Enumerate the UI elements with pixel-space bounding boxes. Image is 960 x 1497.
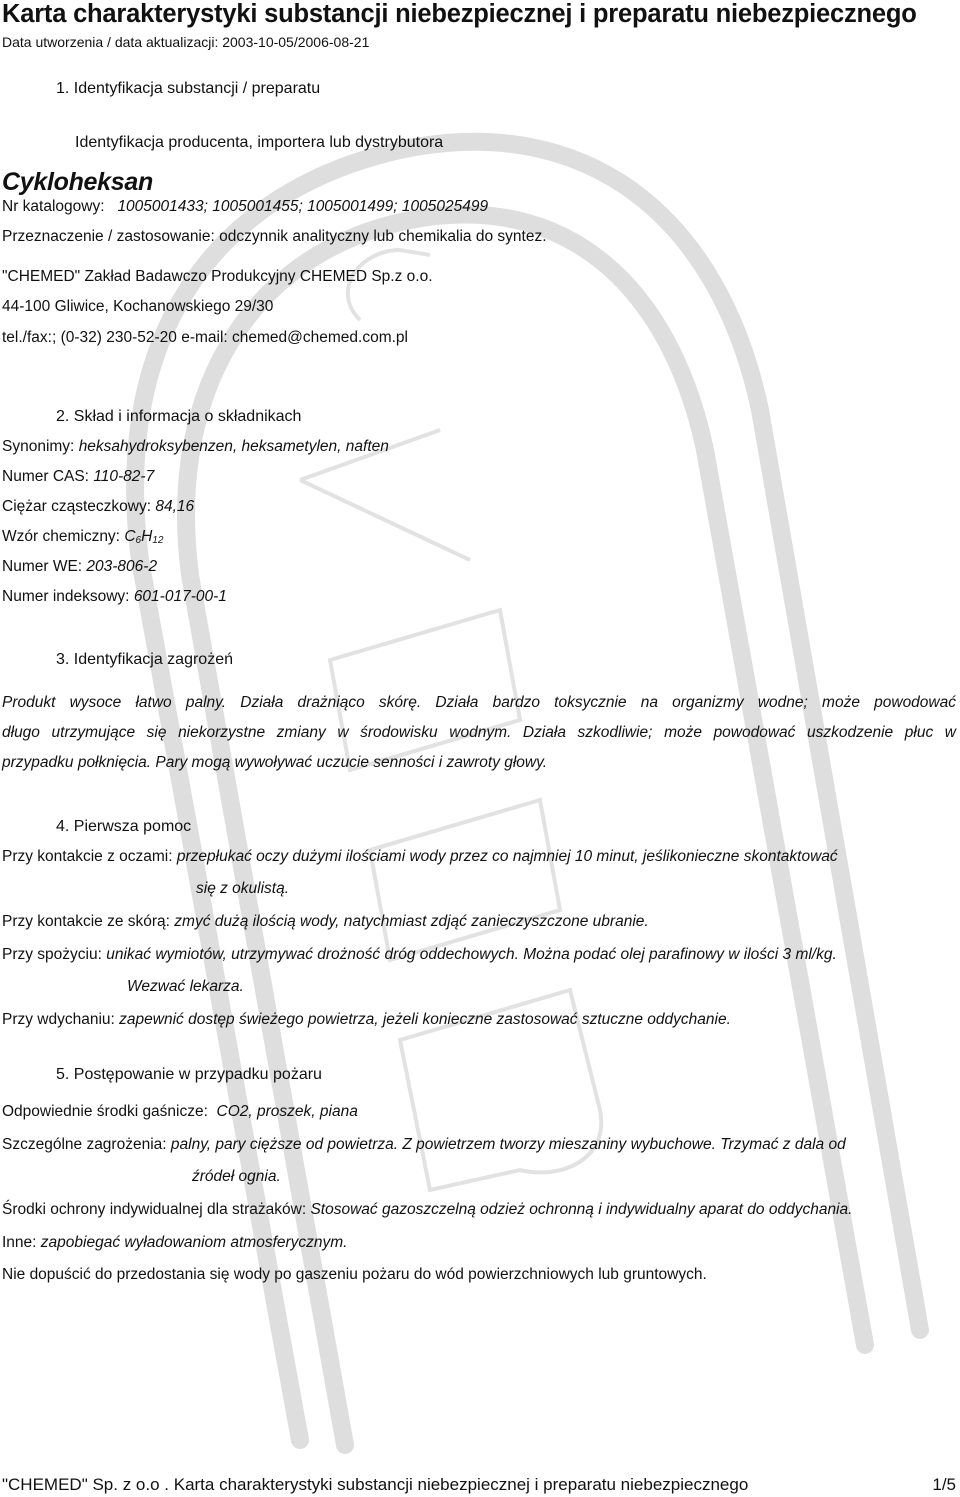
cas-label: Numer CAS:: [2, 468, 89, 485]
section2-heading: 2. Skład i informacja o składnikach: [56, 408, 302, 425]
page-number: 1/5: [932, 1475, 956, 1494]
footer-text: "CHEMED" Sp. z o.o . Karta charakterystyki substancji niebezpiecznej i preparatu niebezpiecznego: [2, 1475, 749, 1494]
synonyms: [2, 438, 389, 456]
cas-value: 110-82-7: [93, 468, 155, 485]
purpose: [2, 228, 547, 246]
other-measures: [2, 1234, 348, 1252]
creation-date: [2, 34, 369, 50]
extinguishing-agents: [2, 1103, 358, 1121]
eyes-value-cont: się z okulistą.: [196, 880, 290, 897]
mw-label: Ciężar cząsteczkowy:: [2, 498, 152, 515]
section4-heading: 4. Pierwsza pomoc: [56, 818, 192, 835]
formula-value: $C_6H_{12}$: [124, 528, 164, 546]
purpose-value: odczynnik analityczny lub chemikalia do syntez.: [219, 228, 547, 245]
section1-subheading: Identyfikacja producenta, importera lub dystrybutora: [75, 134, 444, 151]
we-value: 203-806-2: [86, 558, 158, 575]
ingest-label: Przy spożyciu:: [2, 946, 102, 963]
molecular-weight: [2, 498, 194, 516]
date-label: Data utworzenia / data aktualizacji:: [2, 34, 219, 50]
company-contact: tel./fax:; (0-32) 230-52-20 e-mail: chemed@chemed.com.pl: [2, 329, 408, 346]
other-value: zapobiegać wyładowaniom atmosferycznym.: [40, 1234, 348, 1251]
skin-value: zmyć dużą ilością wody, natychmiast zdjąć zanieczyszczone ubranie.: [174, 913, 649, 930]
document-title: Karta charakterystyki substancji niebezpiecznej i preparatu niebezpiecznego: [2, 0, 917, 28]
company-address: 44-100 Gliwice, Kochanowskiego 29/30: [2, 298, 274, 315]
section1-heading: 1. Identyfikacja substancji / preparatu: [56, 80, 321, 97]
skin-label: Przy kontakcie ze skórą:: [2, 913, 170, 930]
water-note: Nie dopuścić do przedostania się wody po gaszeniu pożaru do wód powierzchniowych lub gruntowych.: [2, 1266, 707, 1283]
we-number: [2, 558, 157, 576]
index-number: [2, 588, 227, 606]
we-label: Numer WE:: [2, 558, 83, 575]
first-aid-inhalation: [2, 1011, 731, 1029]
synonyms-label: Synonimy:: [2, 438, 75, 455]
catalog-number: [2, 198, 488, 216]
formula-label: Wzór chemiczny:: [2, 528, 120, 545]
special-hazards: [2, 1136, 846, 1154]
hazards-line-3: przypadku połknięcia. Pary mogą wywoływać uczucie senności i zawroty głowy.: [2, 754, 548, 771]
catalog-value: 1005001433; 1005001455; 1005001499; 1005025499: [117, 198, 489, 215]
hazards-value: palny, pary cięższe od powietrza. Z powietrzem tworzy mieszaniny wybuchowe. Trzymać z dala od: [170, 1136, 846, 1153]
mw-value: 84,16: [155, 498, 195, 515]
substance-name: Cykloheksan: [2, 168, 153, 196]
inhal-value: zapewnić dostęp świeżego powietrza, jeżeli konieczne zastosować sztuczne oddychanie.: [119, 1011, 731, 1028]
catalog-label: Nr katalogowy:: [2, 198, 105, 215]
ppe-value: Stosować gazoszczelną odzież ochronną i indywidualny aparat do oddychania.: [310, 1201, 853, 1218]
date-value: 2003-10-05/2006-08-21: [222, 34, 370, 50]
hazards-line-2: długo utrzymujące się niekorzystne zmiany w środowisku wodnym. Działa szkodliwie; może powodować uszkodzenie płuc w: [2, 724, 956, 741]
inhal-label: Przy wdychaniu:: [2, 1011, 115, 1028]
chemical-formula: [2, 528, 163, 546]
purpose-label: Przeznaczenie / zastosowanie:: [2, 228, 215, 245]
ingest-value: unikać wymiotów, utrzymywać drożność dróg oddechowych. Można podać olej parafinowy w ilości 3 ml/kg.: [106, 946, 837, 963]
section3-heading: 3. Identyfikacja zagrożeń: [56, 651, 233, 668]
eyes-value: przepłukać oczy dużymi ilościami wody przez co najmniej 10 minut, jeślikonieczne skontaktować: [176, 848, 838, 865]
index-value: 601-017-00-1: [133, 588, 227, 605]
section5-heading: 5. Postępowanie w przypadku pożaru: [56, 1066, 322, 1083]
agents-label: Odpowiednie środki gaśnicze:: [2, 1103, 208, 1120]
ingest-value-cont: Wezwać lekarza.: [127, 978, 244, 995]
index-label: Numer indeksowy:: [2, 588, 130, 605]
first-aid-ingestion: [2, 946, 837, 964]
hazards-line-1: Produkt wysoce łatwo palny. Działa drażniąco skórę. Działa bardzo toksycznie na organizmy wodne; może powodować: [2, 694, 956, 711]
cas-number: [2, 468, 154, 486]
first-aid-skin: [2, 913, 649, 931]
other-label: Inne:: [2, 1234, 37, 1251]
synonyms-value: heksahydroksybenzen, heksametylen, naften: [78, 438, 389, 455]
eyes-label: Przy kontakcie z oczami:: [2, 848, 173, 865]
firefighter-ppe: [2, 1201, 852, 1219]
first-aid-eyes: [2, 848, 838, 866]
ppe-label: Środki ochrony indywidualnej dla strażaków:: [2, 1201, 307, 1218]
company-name: "CHEMED" Zakład Badawczo Produkcyjny CHEMED Sp.z o.o.: [2, 268, 433, 285]
hazards-value-cont: źródeł ognia.: [192, 1168, 281, 1185]
agents-value: CO2, proszek, piana: [216, 1103, 358, 1120]
hazards-label: Szczególne zagrożenia:: [2, 1136, 167, 1153]
